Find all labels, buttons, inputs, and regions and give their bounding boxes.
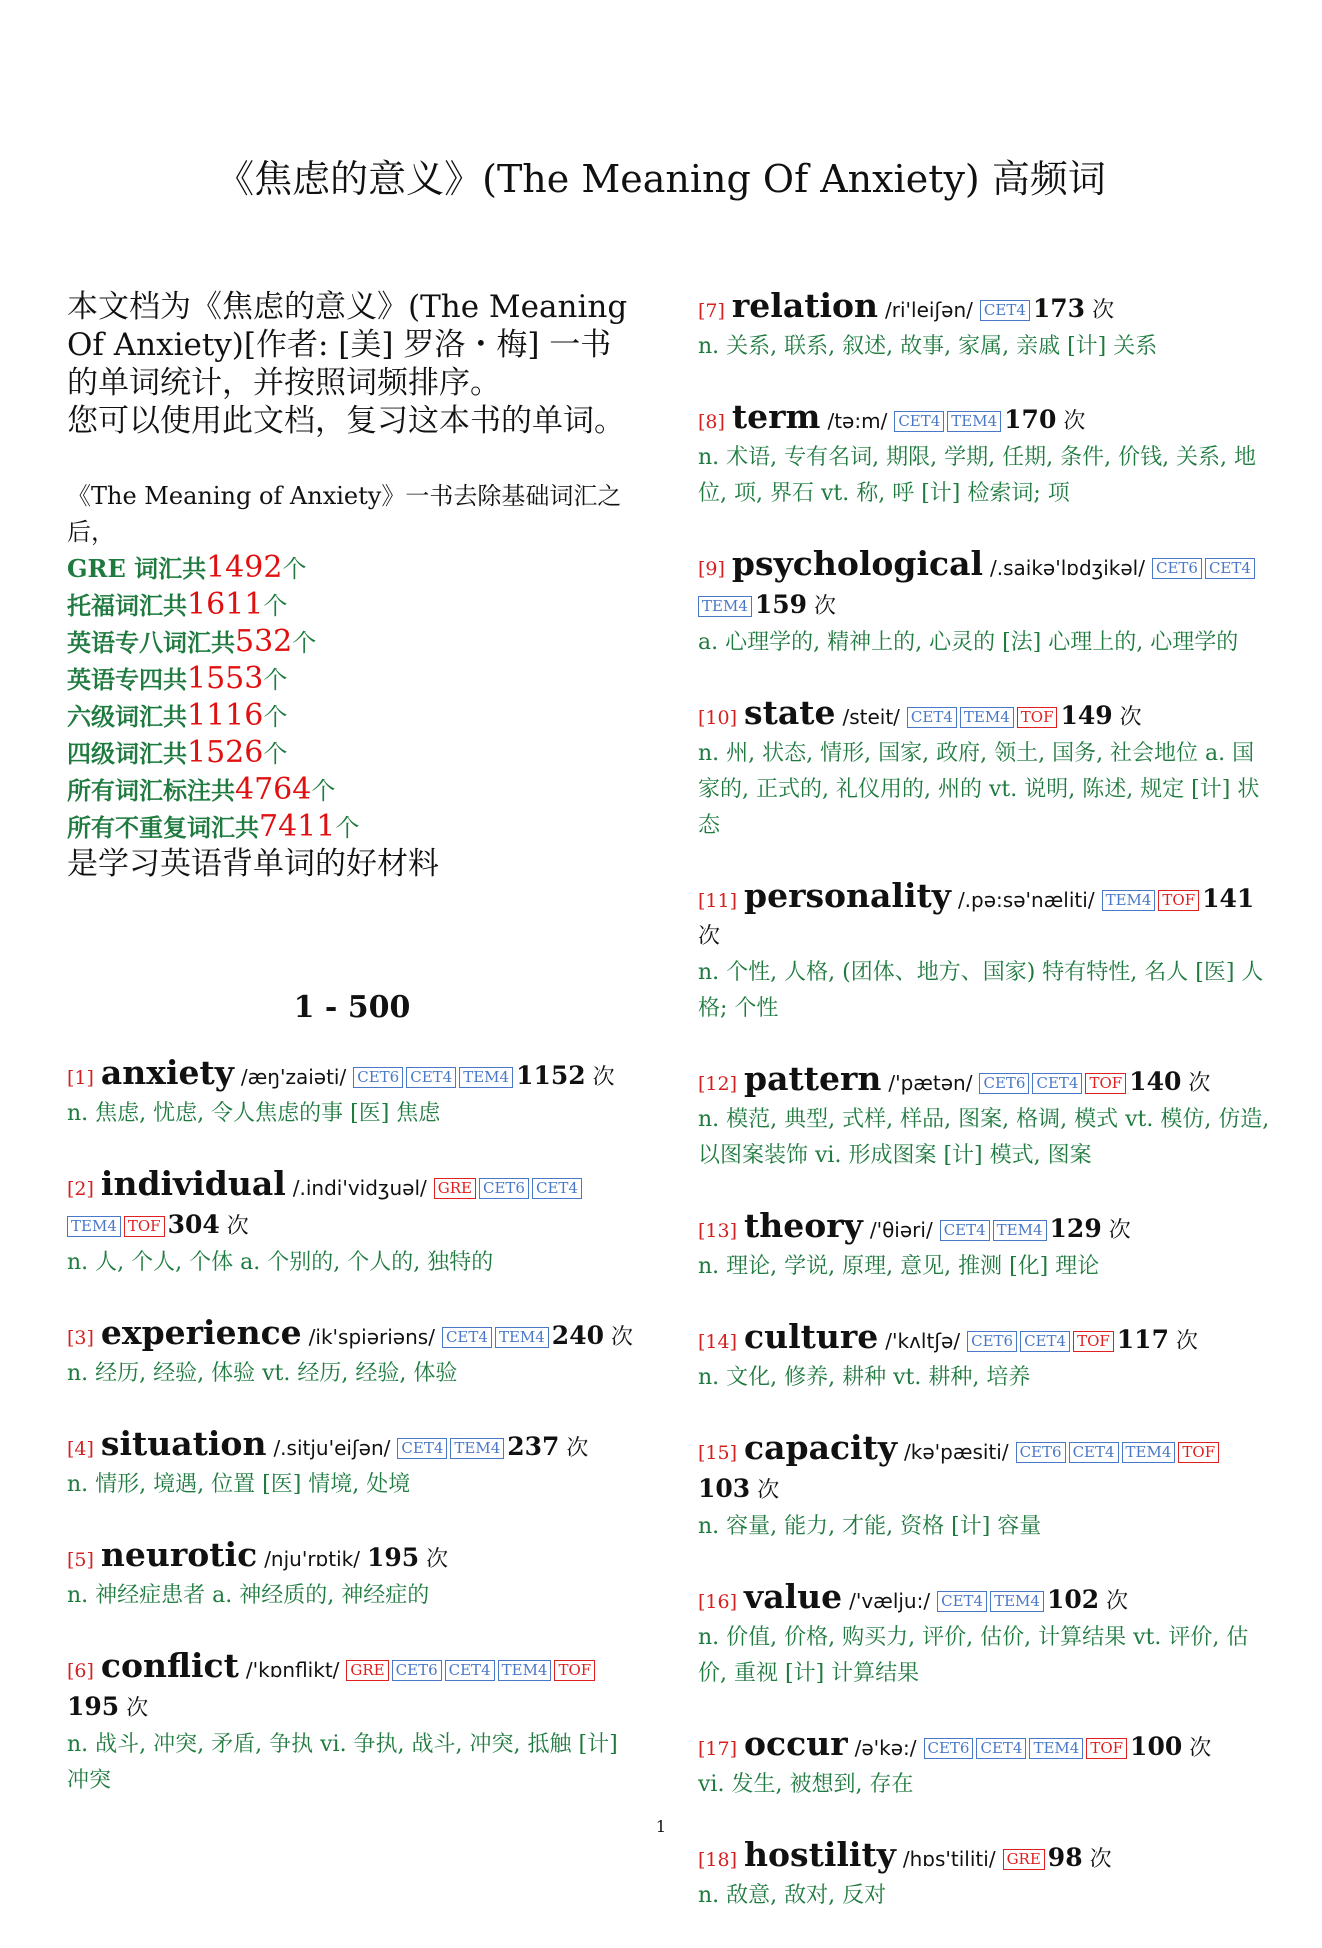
entry-headline xyxy=(698,1319,1273,1360)
entry-index: [7] xyxy=(698,300,725,322)
entry-definition: vi. 发生, 被想到, 存在 xyxy=(698,1772,914,1797)
times-suffix: 次 xyxy=(1089,1847,1112,1872)
entry-phonetic: /ri'leiʃən/ xyxy=(885,298,973,322)
entry-phonetic: /nju'rɒtik/ xyxy=(264,1547,360,1571)
entry-index: [9] xyxy=(698,558,725,580)
entry-phonetic: /steit/ xyxy=(842,705,900,729)
stat-label: 四级词汇共 xyxy=(67,739,187,768)
stat-count: 1611 xyxy=(187,587,264,622)
tag-cet4: CET4 xyxy=(976,1738,1026,1759)
entry-frequency: 102 xyxy=(1046,1585,1100,1614)
entries-right xyxy=(698,288,1273,1914)
entry-frequency: 100 xyxy=(1130,1732,1183,1761)
tag-tem4: TEM4 xyxy=(947,411,1001,432)
entry-headline xyxy=(698,878,1273,955)
stat-unit: 个 xyxy=(263,666,288,694)
entry-index: [6] xyxy=(67,1660,94,1682)
stat-unit: 个 xyxy=(263,592,288,620)
entry-index: [3] xyxy=(67,1327,94,1349)
entry-headline xyxy=(67,1166,637,1245)
intro-text xyxy=(67,288,637,440)
entry-definition: n. 经历, 经验, 体验 vt. 经历, 经验, 体验 xyxy=(67,1361,458,1386)
word-entry xyxy=(698,1726,1273,1803)
entry-index: [8] xyxy=(698,411,725,433)
tag-tem4: TEM4 xyxy=(698,596,752,617)
times-suffix: 次 xyxy=(698,924,721,949)
entry-frequency: 304 xyxy=(167,1210,220,1239)
entry-headline xyxy=(67,1055,637,1096)
entry-phonetic: /kə'pæsiti/ xyxy=(904,1440,1009,1464)
entry-phonetic: /ə'kə:/ xyxy=(854,1736,917,1760)
stat-count: 4764 xyxy=(235,772,312,807)
tag-cet6: CET6 xyxy=(479,1178,529,1199)
tag-cet6: CET6 xyxy=(1152,558,1202,579)
entry-word: culture xyxy=(744,1317,879,1356)
entries-left xyxy=(67,1055,637,1799)
stat-count: 1553 xyxy=(187,661,264,696)
entry-index: [2] xyxy=(67,1178,94,1200)
tag-cet4: CET4 xyxy=(397,1438,447,1459)
stat-count: 1526 xyxy=(187,735,264,770)
tag-tem4: TEM4 xyxy=(450,1438,504,1459)
times-suffix: 次 xyxy=(1092,298,1115,323)
stat-line xyxy=(67,698,637,735)
left-column xyxy=(67,288,637,1833)
stat-unit: 个 xyxy=(282,555,307,583)
word-entry xyxy=(698,1319,1273,1396)
stat-unit: 个 xyxy=(263,740,288,768)
entry-index: [14] xyxy=(698,1331,738,1353)
word-entry xyxy=(67,1426,637,1503)
entry-headline xyxy=(67,1648,637,1727)
entry-frequency: 170 xyxy=(1004,405,1057,434)
entry-word: personality xyxy=(744,876,951,915)
word-entry xyxy=(698,1579,1273,1692)
times-suffix: 次 xyxy=(126,1696,149,1721)
tag-tof: TOF xyxy=(124,1216,165,1237)
tag-cet4: CET4 xyxy=(937,1591,987,1612)
entry-index: [16] xyxy=(698,1591,738,1613)
entry-frequency: 237 xyxy=(507,1432,560,1461)
entry-index: [11] xyxy=(698,890,738,912)
range-heading: 1 - 500 xyxy=(293,990,411,1025)
stat-label: 六级词汇共 xyxy=(67,702,187,731)
entry-phonetic: /'kɒnflikt/ xyxy=(245,1658,340,1682)
entry-definition: n. 情形, 境遇, 位置 [医] 情境, 处境 xyxy=(67,1472,411,1497)
stat-label: 英语专八词汇共 xyxy=(67,628,235,657)
stat-line xyxy=(67,772,637,809)
entry-headline xyxy=(698,1726,1273,1767)
entry-definition: n. 模范, 典型, 式样, 样品, 图案, 格调, 模式 vt. 模仿, 仿造, 以图案装饰 vi. 形成图案 [计] 模式, 图案 xyxy=(698,1107,1270,1168)
entry-frequency: 129 xyxy=(1049,1214,1102,1243)
times-suffix: 次 xyxy=(1188,1071,1211,1096)
entry-frequency: 1152 xyxy=(516,1061,586,1090)
page-title: 《焦虑的意义》(The Meaning Of Anxiety) 高频词 xyxy=(216,157,1106,201)
stats-closing: 是学习英语背单词的好材料 xyxy=(67,846,439,882)
stat-line xyxy=(67,809,637,846)
word-entry xyxy=(698,695,1273,844)
tag-tem4: TEM4 xyxy=(67,1216,121,1237)
entry-frequency: 103 xyxy=(698,1474,751,1503)
entry-headline xyxy=(698,1837,1273,1878)
stat-count: 7411 xyxy=(259,809,336,844)
entry-index: [1] xyxy=(67,1067,94,1089)
tag-cet4: CET4 xyxy=(940,1220,990,1241)
entry-word: neurotic xyxy=(100,1535,258,1574)
tag-tof: TOF xyxy=(1178,1442,1219,1463)
entry-index: [13] xyxy=(698,1220,738,1242)
times-suffix: 次 xyxy=(1106,1589,1129,1614)
times-suffix: 次 xyxy=(566,1436,589,1461)
tag-gre: GRE xyxy=(346,1660,388,1681)
entry-phonetic: /æŋ'zaiəti/ xyxy=(240,1065,347,1089)
tag-cet4: CET4 xyxy=(1205,558,1255,579)
entry-word: situation xyxy=(100,1424,267,1463)
entry-phonetic: /.saikə'lɒdʒikəl/ xyxy=(990,556,1145,580)
page-number: 1 xyxy=(655,1817,667,1836)
entry-word: theory xyxy=(744,1206,863,1245)
entry-word: state xyxy=(744,693,836,732)
times-suffix: 次 xyxy=(610,1325,633,1350)
tag-cet4: CET4 xyxy=(532,1178,582,1199)
tag-cet4: CET4 xyxy=(442,1327,492,1348)
entry-phonetic: /'θiəri/ xyxy=(869,1218,933,1242)
entry-frequency: 117 xyxy=(1116,1325,1169,1354)
word-entry xyxy=(67,1166,637,1281)
word-entry xyxy=(67,1055,637,1132)
entry-word: individual xyxy=(100,1164,286,1203)
entry-headline xyxy=(698,1579,1273,1620)
intro-line-1: 本文档为《焦虑的意义》(The Meaning Of Anxiety)[作者: [美] 罗洛・梅] 一书的单词统计，并按照词频排序。 xyxy=(67,289,628,401)
word-entry xyxy=(698,1061,1273,1174)
entry-definition: n. 人, 个人, 个体 a. 个别的, 个人的, 独特的 xyxy=(67,1250,494,1275)
entry-definition: n. 容量, 能力, 才能, 资格 [计] 容量 xyxy=(698,1514,1042,1539)
tag-tem4: TEM4 xyxy=(990,1591,1044,1612)
tag-cet4: CET4 xyxy=(907,707,957,728)
entry-phonetic: /'vælju:/ xyxy=(849,1589,931,1613)
right-column xyxy=(698,288,1273,1948)
entry-word: pattern xyxy=(744,1059,882,1098)
entry-word: capacity xyxy=(744,1428,897,1467)
stat-label: 英语专四共 xyxy=(67,665,187,694)
entry-frequency: 173 xyxy=(1032,294,1086,323)
tag-tof: TOF xyxy=(1158,890,1199,911)
word-entry xyxy=(698,1837,1273,1914)
entry-headline xyxy=(698,288,1273,329)
tag-cet6: CET6 xyxy=(392,1660,442,1681)
word-entry xyxy=(67,1537,637,1614)
tag-tem4: TEM4 xyxy=(1029,1738,1083,1759)
entry-frequency: 240 xyxy=(551,1321,604,1350)
entry-index: [17] xyxy=(698,1738,738,1760)
tag-cet6: CET6 xyxy=(967,1331,1017,1352)
stat-label: 托福词汇共 xyxy=(67,591,187,620)
tag-tem4: TEM4 xyxy=(459,1067,513,1088)
tag-tof: TOF xyxy=(554,1660,595,1681)
entry-definition: n. 理论, 学说, 原理, 意见, 推测 [化] 理论 xyxy=(698,1254,1100,1279)
stat-unit: 个 xyxy=(263,703,288,731)
word-entry xyxy=(698,288,1273,365)
times-suffix: 次 xyxy=(1189,1736,1212,1761)
stats-list xyxy=(67,550,637,846)
word-entry xyxy=(698,1430,1273,1545)
tag-cet4: CET4 xyxy=(1032,1073,1082,1094)
times-suffix: 次 xyxy=(1108,1218,1131,1243)
entry-frequency: 195 xyxy=(366,1543,420,1572)
times-suffix: 次 xyxy=(426,1547,449,1572)
stat-label: 所有词汇标注共 xyxy=(67,776,235,805)
entry-phonetic: /hɒs'tiliti/ xyxy=(902,1847,996,1871)
entry-definition: n. 价值, 价格, 购买力, 评价, 估价, 计算结果 vt. 评价, 估价, 重视 [计] 计算结果 xyxy=(698,1625,1249,1686)
entry-index: [5] xyxy=(67,1549,94,1571)
entry-word: hostility xyxy=(744,1835,896,1874)
entry-phonetic: /tə:m/ xyxy=(827,409,888,433)
times-suffix: 次 xyxy=(1175,1329,1198,1354)
entry-definition: n. 个性, 人格, (团体、地方、国家) 特有特性, 名人 [医] 人格; 个性 xyxy=(698,960,1264,1021)
stat-label: 所有不重复词汇共 xyxy=(67,813,259,842)
tag-gre: GRE xyxy=(434,1178,476,1199)
stat-count: 1116 xyxy=(187,698,264,733)
word-entry xyxy=(67,1315,637,1392)
tag-tem4: TEM4 xyxy=(1102,890,1156,911)
entry-index: [15] xyxy=(698,1442,738,1464)
tag-gre: GRE xyxy=(1003,1849,1045,1870)
stat-count: 532 xyxy=(235,624,293,659)
times-suffix: 次 xyxy=(226,1214,249,1239)
stat-line xyxy=(67,624,637,661)
entry-frequency: 195 xyxy=(67,1692,120,1721)
stat-count: 1492 xyxy=(206,550,283,585)
tag-cet4: CET4 xyxy=(406,1067,456,1088)
word-entry xyxy=(67,1648,637,1799)
tag-cet4: CET4 xyxy=(1069,1442,1119,1463)
entry-phonetic: /'pætən/ xyxy=(888,1071,973,1095)
entry-definition: n. 战斗, 冲突, 矛盾, 争执 vi. 争执, 战斗, 冲突, 抵触 [计] 冲突 xyxy=(67,1732,618,1793)
tag-tem4: TEM4 xyxy=(1122,1442,1176,1463)
tag-tem4: TEM4 xyxy=(960,707,1014,728)
tag-cet6: CET6 xyxy=(353,1067,403,1088)
entry-frequency: 159 xyxy=(754,590,808,619)
stat-line xyxy=(67,661,637,698)
stat-label: GRE 词汇共 xyxy=(67,554,207,583)
tag-cet4: CET4 xyxy=(894,411,944,432)
tag-tof: TOF xyxy=(1086,1738,1127,1759)
stat-line xyxy=(67,550,637,587)
times-suffix: 次 xyxy=(814,594,837,619)
tag-cet6: CET6 xyxy=(924,1738,974,1759)
entry-definition: n. 文化, 修养, 耕种 vt. 耕种, 培养 xyxy=(698,1365,1031,1390)
entry-headline xyxy=(67,1315,637,1356)
tag-tem4: TEM4 xyxy=(498,1660,552,1681)
entry-word: occur xyxy=(744,1724,848,1763)
word-entry xyxy=(698,399,1273,512)
tag-cet4: CET4 xyxy=(980,300,1030,321)
entry-index: [10] xyxy=(698,707,738,729)
entry-headline xyxy=(698,546,1273,625)
entry-headline xyxy=(698,1430,1273,1509)
intro-line-2: 您可以使用此文档，复习这本书的单词。 xyxy=(67,403,625,439)
word-entry xyxy=(698,1208,1273,1285)
entry-definition: n. 焦虑, 忧虑, 令人焦虑的事 [医] 焦虑 xyxy=(67,1101,441,1126)
entry-index: [4] xyxy=(67,1438,94,1460)
entry-frequency: 98 xyxy=(1047,1843,1083,1872)
entry-headline xyxy=(698,1208,1273,1249)
entry-definition: n. 关系, 联系, 叙述, 故事, 家属, 亲戚 [计] 关系 xyxy=(698,334,1158,359)
entry-headline xyxy=(67,1537,637,1578)
entry-definition: n. 神经症患者 a. 神经质的, 神经症的 xyxy=(67,1583,430,1608)
entry-phonetic: /.sitju'eiʃən/ xyxy=(273,1436,391,1460)
entry-word: psychological xyxy=(731,544,984,583)
tag-tem4: TEM4 xyxy=(495,1327,549,1348)
entry-definition: n. 术语, 专有名词, 期限, 学期, 任期, 条件, 价钱, 关系, 地位, 项, 界石 vt. 称, 呼 [计] 检索词; 项 xyxy=(698,445,1257,506)
entry-frequency: 149 xyxy=(1060,701,1113,730)
tag-cet4: CET4 xyxy=(1020,1331,1070,1352)
stat-unit: 个 xyxy=(311,777,336,805)
entry-frequency: 140 xyxy=(1129,1067,1182,1096)
stat-line xyxy=(67,587,637,624)
stat-line xyxy=(67,735,637,772)
tag-tof: TOF xyxy=(1085,1073,1126,1094)
entry-index: [12] xyxy=(698,1073,738,1095)
tag-tof: TOF xyxy=(1017,707,1058,728)
stat-unit: 个 xyxy=(292,629,317,657)
word-entry xyxy=(698,546,1273,661)
entry-headline xyxy=(698,1061,1273,1102)
tag-tem4: TEM4 xyxy=(993,1220,1047,1241)
tag-cet6: CET6 xyxy=(1016,1442,1066,1463)
entry-word: conflict xyxy=(100,1646,239,1685)
entry-headline xyxy=(67,1426,637,1467)
entry-headline xyxy=(698,695,1273,736)
entry-phonetic: /.pə:sə'næliti/ xyxy=(957,888,1095,912)
tag-cet6: CET6 xyxy=(979,1073,1029,1094)
entry-phonetic: /ik'spiəriəns/ xyxy=(308,1325,435,1349)
entry-phonetic: /'kʌltʃə/ xyxy=(885,1329,961,1353)
entry-phonetic: /.indi'vidʒuəl/ xyxy=(292,1176,427,1200)
tag-cet4: CET4 xyxy=(445,1660,495,1681)
entry-headline xyxy=(698,399,1273,440)
entry-word: relation xyxy=(731,286,879,325)
word-entry xyxy=(698,878,1273,1027)
entry-word: value xyxy=(744,1577,843,1616)
times-suffix: 次 xyxy=(757,1478,780,1503)
tag-tof: TOF xyxy=(1073,1331,1114,1352)
times-suffix: 次 xyxy=(1063,409,1086,434)
entry-frequency: 141 xyxy=(1202,884,1255,913)
entry-definition: n. 州, 状态, 情形, 国家, 政府, 领土, 国务, 社会地位 a. 国家的, 正式的, 礼仪用的, 州的 vt. 说明, 陈述, 规定 [计] 状态 xyxy=(698,741,1260,838)
entry-word: experience xyxy=(100,1313,302,1352)
times-suffix: 次 xyxy=(1119,705,1142,730)
times-suffix: 次 xyxy=(592,1065,615,1090)
entry-word: term xyxy=(731,397,821,436)
entry-definition: n. 敌意, 敌对, 反对 xyxy=(698,1883,887,1908)
entry-word: anxiety xyxy=(100,1053,234,1092)
stats-intro: 《The Meaning of Anxiety》一书去除基础词汇之后， xyxy=(67,482,622,546)
entry-index: [18] xyxy=(698,1849,738,1871)
entry-definition: a. 心理学的, 精神上的, 心灵的 [法] 心理上的, 心理学的 xyxy=(698,630,1239,655)
stat-unit: 个 xyxy=(335,814,360,842)
